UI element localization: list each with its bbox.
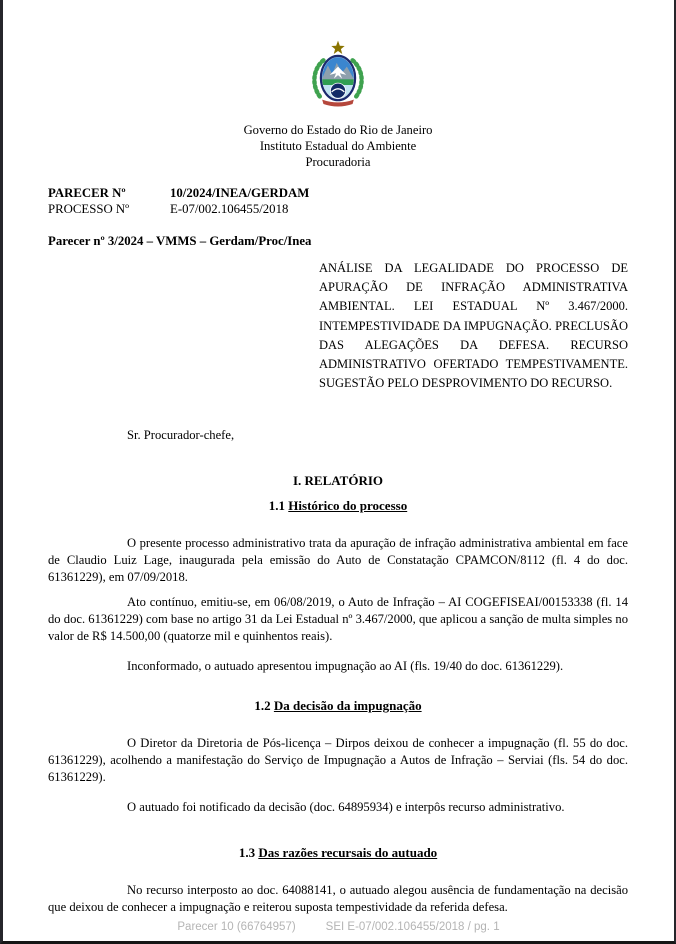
footer-sei-ref: SEI E-07/002.106455/2018 / pg. 1 xyxy=(325,921,500,933)
section-heading-relatorio: I. RELATÓRIO xyxy=(292,473,384,489)
paragraph: O presente processo administrativo trata da apuração de infração administrativa ambiental em face de Claudio Luiz Lage, inaugurada pela emissão do Auto de Constatação CPAMCON/8112 (fl. 4 do doc. 61361229), em 07/09/2018. xyxy=(48,536,628,585)
ementa-summary: ANÁLISE DA LEGALIDADE DO PROCESSO DE APURAÇÃO DE INFRAÇÃO ADMINISTRATIVA AMBIENTAL. LEI ESTADUAL Nº 3.467/2000. INTEMPESTIVIDADE DA IMPUGNAÇÃO. PRECLUSÃO DAS ALEGAÇÕES DA DEFESA. RECURSO ADMINISTRATIVO OFERTADO TEMPESTIVAMENTE. SUGESTÃO PELO DESPROVIMENTO DO RECURSO. xyxy=(319,261,628,391)
processo-number-label: PROCESSO Nº xyxy=(48,201,130,216)
document-meta xyxy=(48,186,628,217)
star-icon xyxy=(331,41,344,54)
subsection-heading-1-3 xyxy=(48,845,628,861)
subsection-number: 1.2 xyxy=(254,698,271,714)
rio-de-janeiro-coat-of-arms-icon xyxy=(300,33,376,118)
masthead xyxy=(48,33,628,170)
subsection-title: Histórico do processo xyxy=(288,498,408,514)
subsection-title: Da decisão da impugnação xyxy=(273,698,422,714)
paragraph: Ato contínuo, emitiu-se, em 06/08/2019, o Auto de Infração – AI COGEFISEAI/00153338 (fl. 14 do doc. 61361229) com base no artigo 31 da Lei Estadual nº 3.467/2000, que aplicou a sanção de multa simples no valor de R$ 14.500,00 (quatorze mil e quinhentos reais). xyxy=(48,595,628,644)
org-line-government: Governo do Estado do Rio de Janeiro xyxy=(243,123,433,137)
parecer-number-label: PARECER Nº xyxy=(48,186,126,200)
parecer-reference-line: Parecer nº 3/2024 – VMMS – Gerdam/Proc/Inea xyxy=(48,234,312,248)
subsection-heading-1-2 xyxy=(48,698,628,714)
org-line-department: Procuradoria xyxy=(305,155,371,169)
salutation: Sr. Procurador-chefe, xyxy=(127,428,235,443)
paragraph: O Diretor da Diretoria de Pós-licença – Dirpos deixou de conhecer a impugnação (fl. 55 do doc. 61361229), acolhendo a manifestação do Serviço de Impugnação a Autos de Infração – Serviai (fls. 54 do doc. 61361229). xyxy=(48,736,628,785)
paragraph: No recurso interposto ao doc. 64088141, o autuado alegou ausência de fundamentação na decisão que deixou de conhecer a impugnação e reiterou suposta tempestividade da referida defesa. xyxy=(48,883,628,915)
paragraph: O autuado foi notificado da decisão (doc. 64895934) e interpôs recurso administrativo. xyxy=(127,800,565,815)
subsection-title: Das razões recursais do autuado xyxy=(258,845,438,861)
sei-page-footer xyxy=(3,921,674,933)
processo-number-value: E-07/002.106455/2018 xyxy=(170,201,289,216)
subsection-heading-1-1 xyxy=(48,498,628,514)
subsection-number: 1.1 xyxy=(268,498,286,514)
paragraph: Inconformado, o autuado apresentou impugnação ao AI (fls. 19/40 do doc. 61361229). xyxy=(127,659,564,674)
subsection-number: 1.3 xyxy=(238,845,256,861)
parecer-number-value: 10/2024/INEA/GERDAM xyxy=(170,186,310,200)
footer-document-ref: Parecer 10 (66764957) xyxy=(177,921,296,933)
document-content xyxy=(3,0,674,916)
org-line-institute: Instituto Estadual do Ambiente xyxy=(259,139,417,153)
